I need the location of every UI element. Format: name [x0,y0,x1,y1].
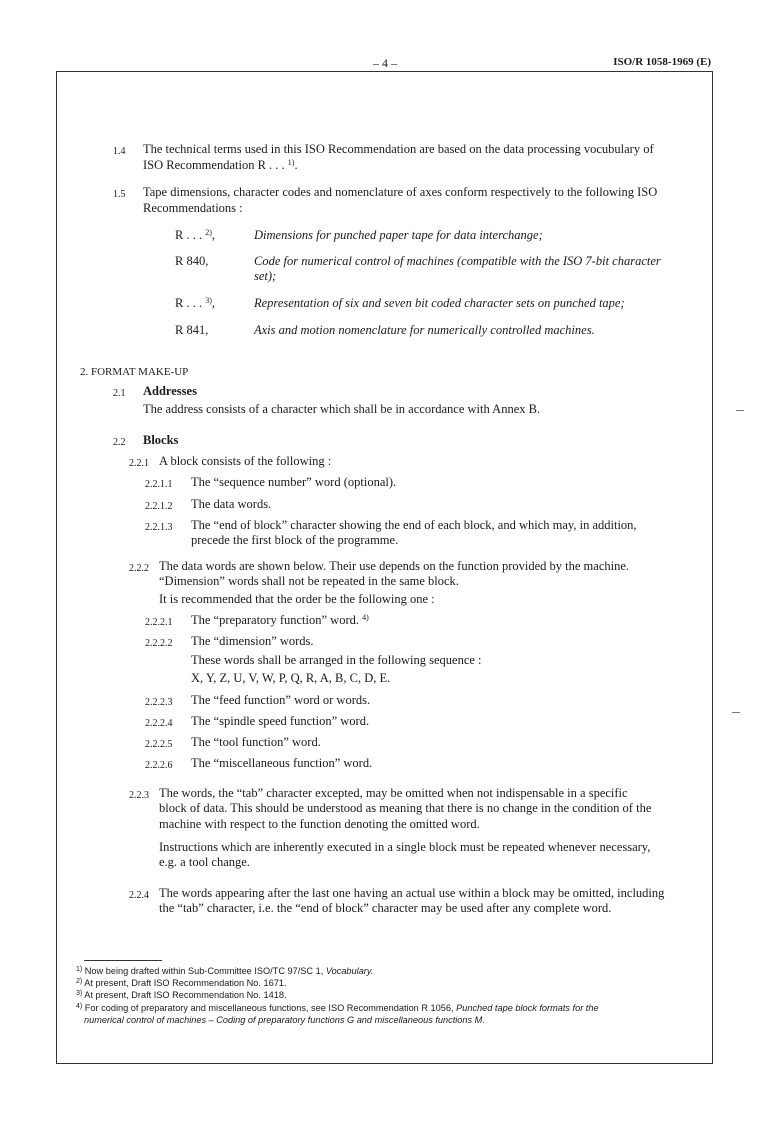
item-text: The “dimension” words. [191,634,314,648]
item-number: 2.2.1.2 [145,501,173,512]
section-2-2-1-number: 2.2.1 [129,458,149,469]
section-2-1-text: The address consists of a character which shall be in accordance with Annex B. [143,402,541,416]
item-text: The “feed function” word or words. [191,693,371,707]
item-text: The data words. [191,497,272,511]
section-2-2-3-number: 2.2.3 [129,790,149,801]
section-2-2-4-line-1: The words appearing after the last one having an actual use within a block may be omitted, including [159,886,665,900]
footnote-3: $^{3)}$ At present, Draft ISO Recommendation No. 1418. [76,990,287,1000]
section-2-2-number: 2.2 [113,437,126,448]
dimension-sequence: X, Y, Z, U, V, W, P, Q, R, A, B, C, D, E. [191,671,391,685]
section-2-2-1-text: A block consists of the following : [159,454,332,468]
section-2-heading: 2. FORMAT MAKE-UP [80,366,189,378]
section-1-4-line-1: The technical terms used in this ISO Recommendation are based on the data processing vocubulary of [143,142,654,156]
item-number: 2.2.2.4 [145,718,173,729]
section-2-1-title: Addresses [143,384,197,398]
item-text: The “end of block” character showing the end of each block, and which may, in addition, [191,518,637,532]
section-2-2-title: Blocks [143,433,179,447]
section-1-4-number: 1.4 [113,146,126,157]
reference-title: Axis and motion nomenclature for numerically controlled machines. [254,323,595,337]
margin-mark [732,712,740,713]
section-2-2-3-line-1: The words, the “tab” character excepted, may be omitted when not indispensable in a specific [159,786,628,800]
section-1-5-number: 1.5 [113,189,126,200]
footnote-4-cont: numerical control of machines – Coding of preparatory functions G and miscellaneous functions M. [84,1015,485,1025]
item-text-cont: precede the first block of the programme. [191,533,399,547]
item-text: The “preparatory function” word. $^{4)}$ [191,613,369,627]
section-2-2-2-line-3: It is recommended that the order be the following one : [159,592,435,606]
reference-title: Representation of six and seven bit coded character sets on punched tape; [254,296,625,310]
footnote-1: $^{1)}$ Now being drafted within Sub-Committee ISO/TC 97/SC 1, Vocabulary. [76,966,374,976]
reference-title: Dimensions for punched paper tape for data interchange; [254,228,543,242]
section-1-4-line-2: ISO Recommendation R . . . $^{1)}$. [143,158,298,172]
item-text: The “spindle speed function” word. [191,714,370,728]
reference-id: R . . . $^{3)}$, [175,296,216,310]
item-number: 2.2.2.2 [145,638,173,649]
footnote-ref-4: 4) [362,613,369,622]
item-number: 2.2.2.3 [145,697,173,708]
item-subtext: These words shall be arranged in the following sequence : [191,653,482,667]
section-2-2-2-number: 2.2.2 [129,563,149,574]
reference-id: R 840, [175,254,209,268]
reference-id: R 841, [175,323,209,337]
reference-id: R . . . $^{2)}$, [175,228,216,242]
page-number: – 4 – [373,56,397,70]
footnote-rule [84,960,162,961]
item-number: 2.2.1.1 [145,479,173,490]
margin-mark [736,410,744,411]
section-1-5-line-2: Recommendations : [143,201,243,215]
reference-title: Code for numerical control of machines (compatible with the ISO 7-bit character [254,254,661,268]
document-id: ISO/R 1058-1969 (E) [613,56,711,68]
footnote-ref-3: 3) [205,296,212,305]
footnote-4: $^{4)}$ For coding of preparatory and miscellaneous functions, see ISO Recommendation R 1056, Punched tape block formats for the [76,1003,599,1013]
section-2-2-4-number: 2.2.4 [129,890,149,901]
item-text: The “miscellaneous function” word. [191,756,373,770]
section-2-2-2-line-2: “Dimension” words shall not be repeated in the same block. [159,574,459,588]
footnote-ref-2: 2) [205,228,212,237]
reference-title-cont: set); [254,269,277,283]
item-number: 2.2.2.1 [145,617,173,628]
item-number: 2.2.1.3 [145,522,173,533]
section-1-5-line-1: Tape dimensions, character codes and nomenclature of axes conform respectively to the following ISO [143,185,658,199]
item-text: The “sequence number” word (optional). [191,475,397,489]
section-2-2-3-line-2: block of data. This should be understood as meaning that there is no change in the condition of the [159,801,652,815]
section-2-1-number: 2.1 [113,388,126,399]
item-text: The “tool function” word. [191,735,321,749]
item-number: 2.2.2.6 [145,760,173,771]
section-2-2-3-line-3: machine with respect to the function denoting the omitted word. [159,817,480,831]
section-2-2-3-line-4: Instructions which are inherently executed in a single block must be repeated whenever necessary, [159,840,651,854]
section-2-2-2-line-1: The data words are shown below. Their use depends on the function provided by the machine. [159,559,630,573]
footnote-ref-1: 1) [287,158,295,167]
footnote-2: $^{2)}$ At present, Draft ISO Recommendation No. 1671. [76,978,287,988]
section-2-2-4-line-2: the “tab” character, i.e. the “end of block” character may be used after any complete word. [159,901,612,915]
section-2-2-3-line-5: e.g. a tool change. [159,855,250,869]
item-number: 2.2.2.5 [145,739,173,750]
